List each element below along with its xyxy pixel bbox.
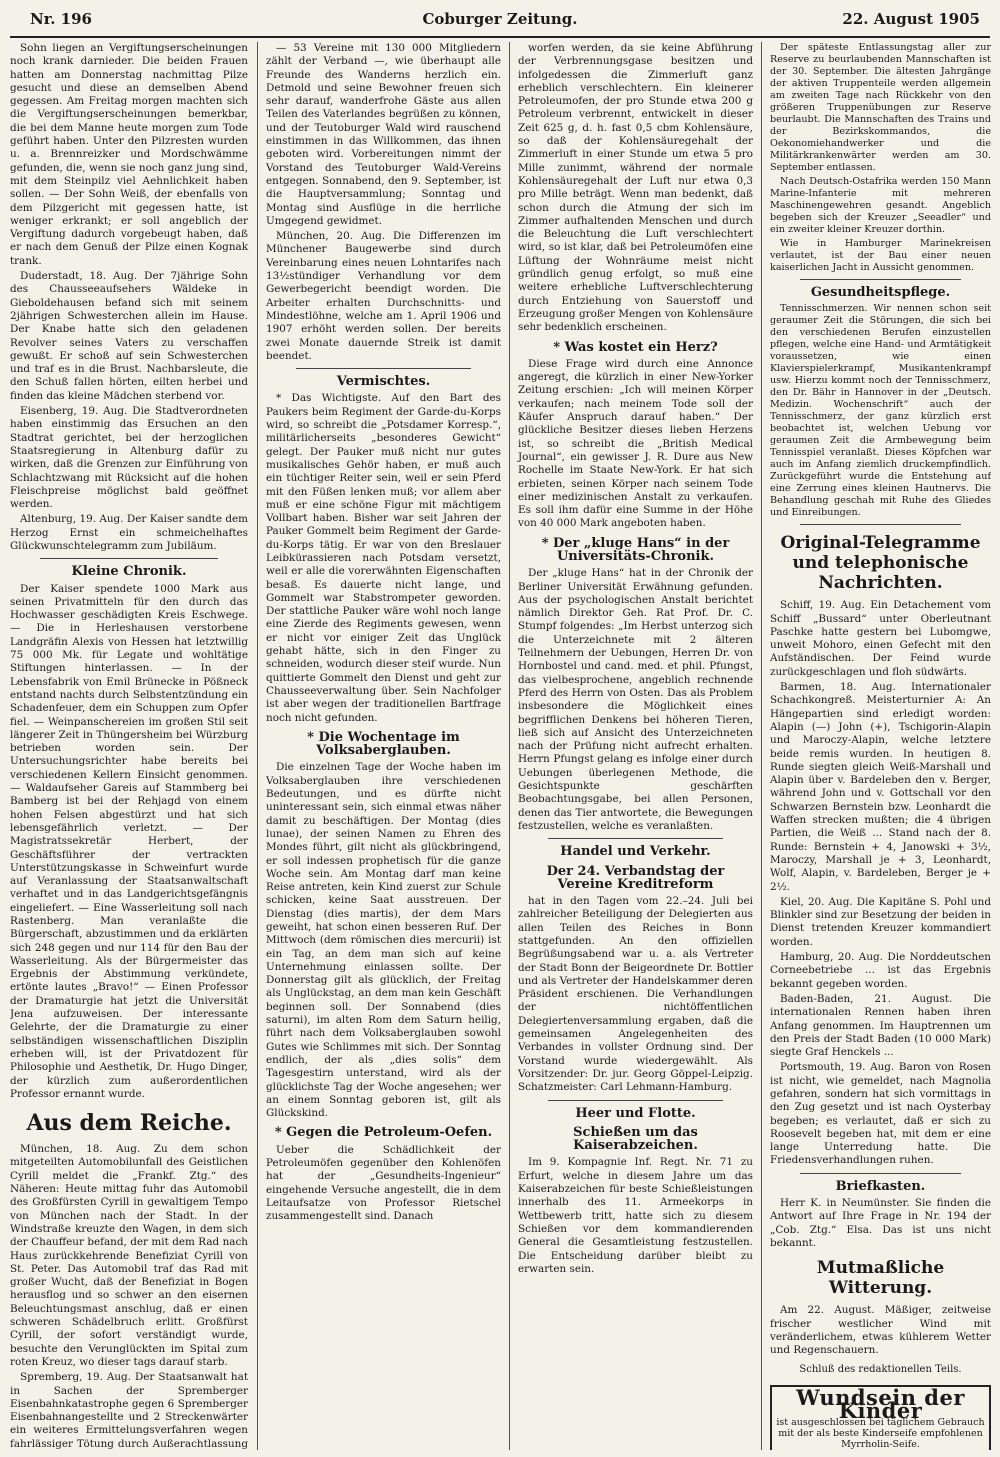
article-text: Herr K. in Neumünster. Sie finden die Antwort auf Ihre Frage in Nr. 194 der „Cob. Ztg.“ Elsa. Das ist uns nicht bekannt. <box>770 1197 991 1249</box>
article-text: Diese Frage wird durch eine Annonce angeregt, die kürzlich in einer New-Yorker Zeitung erschien: „Ich will meinen Körper verkaufen; nach meinem Tode soll der Käufer Anspruch darauf haben.“ Der glückliche Besitzer dieses lieben Herzens ist, so schreibt die „British Medical Journal“, ein gewisser J. R. Dure aus New Rochelle im Staate New-York. Er hat sich erbieten, seinen Körper nach seinem Tode einer medizinischen Anstalt zu verkaufen. Es soll ihm dafür eine Summe in der Höhe von 40 000 Mark angeboten haben. <box>518 357 753 530</box>
article-text: worfen werden, da sie keine Abführung der Verbrennungsgase besitzen und infolgedessen die Zimmerluft ganz erheblich verschlechtern. Ein kleinerer Petroleumofen, der pro Stunde etwa 200 g Petroleum verbrennt, entwickelt in dieser Zeit 625 g, d. h. fast 0,5 cbm Kohlensäure, so daß der Kohlensäuregehalt der Zimmerluft in einer Stunde um etwa 5 pro Mille zunimmt, während der normale Kohlensäuregehalt der Luft nur etwa 0,3 pro Mille beträgt. Wenn man bedenkt, daß schon durch die Atmung der sich im Zimmer aufhaltenden Menschen und durch die Beleuchtung die Luft verschlechtert wird, so ist klar, daß bei Petroleumöfen eine Lüftung der Wohnräume meist nicht gründlich genug erfolgt, so muß eine weitere erhebliche Luftverschlechterung durch Entziehung von Sauerstoff und Erzeugung großer Mengen von Kohlensäure sehr bedenklich erscheinen. <box>518 42 753 334</box>
article-heading: Der 24. Verbandstag der Vereine Kreditreform <box>546 863 725 892</box>
ad-headline: Wundsein der Kinder <box>796 1384 965 1424</box>
article-text: Spremberg, 19. Aug. Der Staatsanwalt hat in Sachen der Spremberger Eisenbahnkatastrophe gegen 6 Spremberger Eisenbahnangestellte und 2 Streckenwärter ein weiteres Ermittelungsverfahren wegen fahrlässiger Tötung durch Außerachtlassung <box>10 1371 248 1450</box>
article-text: Altenburg, 19. Aug. Der Kaiser sandte dem Herzog Ernst ein schmeichelhaftes Glückwunschtelegramm zum Jubiläum. <box>10 513 248 552</box>
column-4 <box>761 42 991 1450</box>
article-text: * Das Wichtigste. Auf den Bart des Paukers beim Regiment der Garde-du-Korps wird, so schreibt die „Potsdamer Korresp.“, militärlicherseits „besonderes Gewicht“ gelegt. Der Pauker muß nicht nur gutes musikalisches Gehör haben, er muß auch ein tüchtiger Reiter sein, weil er sein Pferd mit den Füßen lenken muß; vor allem aber muß er eine schöne Figur mit mächtigem Vollbart haben. Bisher war seit Jahren der Pauker Gommelt beim Regiment der Garde-du-Korps tätig. Er war von den Breslauer Leibkürassieren nach Potsdam versetzt, weil er alle die vorerwähnten Eigenschaften besaß. Es dauerte nicht lange, und Gommelt war Stabstrompeter geworden. Der stattliche Pauker wäre wohl noch lange eine Zierde des Regiments gewesen, wenn er nicht vor einiger Zeit das Unglück gehabt hätte, sich in den Finger zu schneiden, wodurch dieser steif wurde. Nun quittierte Gommelt den Dienst und geht zur Chausseeverwaltung über. Sein Nachfolger ist aber wegen der traditionellen Bartfrage noch nicht gefunden. <box>266 392 501 724</box>
column-3 <box>509 42 761 1450</box>
article-text: Im 9. Kompagnie Inf. Regt. Nr. 71 zu Erfurt, welche in diesem Jahre um das Kaiserabzeichen für beste Schießleistungen innerhalb des 11. Armeekorps in Wettbewerb tritt, hatte sich zu diesem Schießen vor dem kommandierenden General die Gesamtleistung festzustellen. Die Entscheidung darüber bleibt zu erwarten sein. <box>518 1156 753 1275</box>
article-heading: Schießen um das Kaiserabzeichen. <box>573 1124 698 1154</box>
article-heading: * Was kostet ein Herz? <box>553 339 718 355</box>
article-columns <box>10 42 990 1450</box>
paper-title: Coburger Zeitung. <box>422 10 578 28</box>
article-text: Duderstadt, 18. Aug. Der 7jährige Sohn des Chausseeaufsehers Wäldeke in Gieboldehausen befand sich mit seinem 2jährigen Schwesterchen allein im Hause. Der Knabe hatte sich den geladenen Revolver seines Vaters zu verschaffen gewußt. Er schoß auf sein Schwesterchen und traf es in die Brust. Nachbarsleute, die den Schuß fallen hörten, eilten herbei und finden das kleine Mädchen sterbend vor. <box>10 270 248 402</box>
divider <box>296 368 471 369</box>
issue-date: 22. August 1905 <box>842 10 980 28</box>
article-heading: * Der „kluge Hans“ in der Universitäts-Chronik. <box>541 535 730 564</box>
article-text: — 53 Vereine mit 130 000 Mitgliedern zählt der Verband —, wie überhaupt alle Freunde des Wanderns herzlich ein. Detmold und seine Bewohner freuen sich sehr darauf, wanderfrohe Gäste aus allen Teilen des Vaterlandes begrüßen zu können, und der Teutoburger Wald wird rauschend einstimmen in das Willkommen, das ihnen geboten wird. Vorbereitungen nimmt der Vorstand des Teutoburger Wald-Vereins entgegen. Sonnabend, den 9. September, ist die Hauptversammlung; Sonntag und Montag sind Ausflüge in die herrliche Umgegend gewidmet. <box>266 42 501 227</box>
article-text: Die einzelnen Tage der Woche haben im Volksaberglauben ihre verschiedenen Bedeutungen, und es dürfte nicht uninteressant sein, sich einmal etwas näher damit zu beschäftigen. Der Montag (dies lunae), der seinen Namen zu Ehren des Mondes führt, gilt nicht als glückbringend, er soll indessen prophetisch für die ganze Woche sein. Am Montag darf man keine Reise antreten, kein Kind zuerst zur Schule schicken, keine Saat ausstreuen. Der Dienstag (dies martis), der dem Mars geweiht, hat schon einen besseren Ruf. Der Mittwoch (dem römischen dies mercurii) ist ein Tag, an dem man sich auf keine Unternehmung einlassen sollte. Der Donnerstag gilt als glücklich, der Freitag als Unglückstag, an dem man kein Geschäft beginnen soll. Der Sonnabend (dies saturni), im alten Rom dem Saturn heilig, führt nach dem Volksaberglauben sowohl Gutes wie Schlimmes mit sich. Der Sonntag endlich, der als „dies solis“ dem Tagesgestirn unterstand, wird als der glücklichste Tag der Woche angesehen; wer an einem Sonntag geboren ist, gilt als Glückskind. <box>266 761 501 1120</box>
section-heading: Kleine Chronik. <box>71 564 187 580</box>
article-text: Der „kluge Hans“ hat in der Chronik der Berliner Universität Erwähnung gefunden. Aus der psychologischen Anstalt berichtet nämlich Direktor Geh. Rat Prof. Dr. C. Stumpf folgendes: „Im Herbst unterzog sich die Unterzeichnete mit 2 älteren Teilnehmern der Uebungen, Herren Dr. von Hornbostel und cand. med. et phil. Pfungst, das vielbesprochene, angeblich rechnende Pferd des Herrn von Osten. Das als Problem insbesondere die Möglichkeit eines begrifflichen Denkens bei höheren Tieren, ließ sich auf Ansicht des Unterzeichneten nach der Prüfung nicht aufrecht erhalten. Herrn Pfungst gelang es infolge einer durch Uebungen überlegenen Methode, die Gesichtspunkte geschärften Beobachtungsgabe, bei allen Personen, denen das Tier antwortete, die Bewegungen festzustellen, welche es veranlaßten. <box>518 567 753 832</box>
section-heading: Original-Telegramme und telephonische Nachrichten. <box>780 533 981 594</box>
article-text: München, 20. Aug. Die Differenzen im Münchener Baugewerbe sind durch Vereinbarung eines neuen Lohntarifes nach 13½stündiger Verhandlung vor dem Gewerbegericht beendigt worden. Die Arbeiter erhalten Durchschnitts- und Mindestlöhne, welche am 1. April 1906 und 1907 erhöht werden sollen. Der bereits zwei Monate dauernde Streik ist damit beendet. <box>266 230 501 362</box>
article-text: Am 22. August. Mäßiger, zeitweise frischer westlicher Wind mit veränderlichem, etwas kühlerem Wetter und Regenschauern. <box>770 1304 991 1357</box>
article-text: Schiff, 19. Aug. Ein Detachement vom Schiff „Bussard“ unter Oberleutnant Paschke hatte gestern bei Lubomgwe, unweit Mohoro, einen Gefecht mit den Aufständischen. Der Feind wurde zurückgeschlagen und floh südwärts. <box>770 599 991 678</box>
newspaper-page <box>10 6 990 1452</box>
editorial-end-note: Schluß des redaktionellen Teils. <box>799 1364 962 1376</box>
section-heading: Briefkasten. <box>835 1178 926 1194</box>
column-2 <box>257 42 509 1450</box>
article-text: Nach Deutsch-Ostafrika werden 150 Mann Marine-Infanterie mit mehreren Maschinengewehren gesandt. Angeblich begeben sich der Kreuzer „Seeadler“ und ein zweiter kleiner Kreuzer dorthin. <box>770 176 991 235</box>
divider <box>40 558 218 559</box>
divider <box>548 838 723 839</box>
article-text: Hamburg, 20. Aug. Die Norddeutschen Corneebetriebe ... ist das Ergebnis bekannt gegeben worden. <box>770 951 991 990</box>
article-text: Barmen, 18. Aug. Internationaler Schachkongreß. Meisterturnier A: An Hängepartien sind erledigt worden: Alapin (—) John (+), Tschigorin-Alapin und Maroczy-Alapin, welche letztere beide remis wurden. In heutigen 8. Runde siegten gleich Weiß-Marshall und Alapin über v. Bardeleben den v. Berger, während John und v. Gottschall vor den Schwarzen Bernstein bzw. Leonhardt die Waffen strecken mußten; die 4 übrigen Partien, die Weiß ... Stand nach der 8. Runde: Bernstein + 4, Janowski + 3½, Maroczy, Marshall je + 3, Leonhardt, Wolf, Alapin, v. Bardeleben, Berger je + 2½. <box>770 681 991 893</box>
article-text: Sohn liegen an Vergiftungserscheinungen noch krank darnieder. Die beiden Frauen hatten am Donnerstag nachmittag Pilze gesucht und diese an demselben Abend gegessen. Am Freitag morgen machten sich die Vergiftungserscheinungen bemerkbar, die bei dem Manne heute morgen zum Tode geführt haben. Unter den Pilzresten wurden u. a. Brennreizker und Mordschwämme gefunden, die, wenn sie noch ganz jung sind, mit dem Steinpilz viel Aehnlichkeit haben sollen. — Der Sohn Weiß, der ebenfalls von dem Pilzgericht mit gegessen hatte, ist weniger erkrankt; er soll angeblich der Vergiftung dadurch vorgebeugt haben, daß er nach dem Genuß der Pilze einen Kognak trank. <box>10 42 248 267</box>
article-text: Ueber die Schädlichkeit der Petroleumöfen gegenüber den Kohlenöfen hat der „Gesundheits-Ingenieur“ eingehende Versuche angestellt, die in dem Leitaufsatze von Professor Rietschel zusammengestellt sind. Danach <box>266 1143 501 1223</box>
column-1 <box>10 42 256 1450</box>
divider <box>800 1173 961 1174</box>
article-text: München, 18. Aug. Zu dem schon mitgeteilten Automobilunfall des Geistlichen Cyrill meldet die „Frankf. Ztg.“ des Näheren: Heute mittag fuhr das Automobil des Großfürsten Cyrill in gewaltigem Tempo von München nach der Stadt. In der Windstraße kreuzte den Wagen, in dem sich der Chauffeur befand, der mit dem Rad nach Haus zurückkehrende Benefiziat Cyrill von St. Peter. Das Automobil traf das Rad mit großer Wucht, daß der Benefiziat in Bogen herausflog und so schwer an den eisernen Beleuchtungsmast anschlug, daß er einen schweren Schädelbruch erlitt. Großfürst Cyrill, der sofort verständigt wurde, besuchte den Verunglückten im Spital zum roten Kreuz, wo dieser tags darauf starb. <box>10 1143 248 1368</box>
article-text: Baden-Baden, 21. August. Die internationalen Rennen haben ihren Anfang genommen. Im Hauptrennen um den Preis der Stadt Baden (10 000 Mark) siegte Graf Henckels ... <box>770 992 991 1059</box>
issue-number: Nr. 196 <box>30 10 92 28</box>
masthead <box>10 6 990 38</box>
section-heading: Gesundheitspflege. <box>810 285 951 300</box>
article-text: Eisenberg, 19. Aug. Die Stadtverordneten haben einstimmig das Ersuchen an den Stadtrat gerichtet, bei der herzoglichen Staatsregierung in Altenburg dafür zu wirken, daß die Grenzen zur Einführung von Schlachtzwang mit Rücksicht auf die hohen Fleischpreise möglichst bald geöffnet werden. <box>10 405 248 511</box>
advertisement-soap <box>770 1385 991 1450</box>
divider <box>800 279 961 280</box>
ad-text: ist ausgeschlossen bei täglichem Gebrauch mit der als beste Kinderseife empfohlenen Myrrholin-Seife. <box>776 1417 985 1450</box>
article-heading: * Gegen die Petroleum-Oefen. <box>274 1125 493 1141</box>
article-text: Wie in Hamburger Marinekreisen verlautet, ist der Bau einer neuen kaiserlichen Jacht in Aussicht genommen. <box>770 238 991 273</box>
article-text: Der Kaiser spendete 1000 Mark aus seinen Privatmitteln für den durch das Hochwasser geschädigten Kreis Eschwege. — Die in Herleshausen verstorbene Landgräfin Alexis von Hessen hat letztwillig 75 000 Mk. für Legate und wohltätige Stiftungen hinterlassen. — In der Lebensfabrik von Emil Brünecke in Pößneck entstand nachts durch Selbstentzündung ein Schadenfeuer, dem ein Schuppen zum Opfer fiel. — Weinpanschereien im großen Stil seit längerer Zeit in Thüngersheim bei Würzburg betrieben worden sein. Der Untersuchungsrichter habe bereits bei verschiedenen Kellern Einsicht genommen. — Waldaufseher Gareis auf Stammberg bei Bamberg ist bei der Rehjagd von einem hohen Felsen abgestürzt und hat sich lebensgefährlich verletzt. — Der Magistratssekretär Herbert, der Geschäftsführer der vertrackten Unterstützungskasse in Schweinfurt wurde auf Veranlassung der Staatsanwaltschaft verhaftet und in das Landgerichtsgefängnis eingeliefert. — Eine Wasserleitung soll nach Rastenberg. Man veranlaßte die Bürgerschaft, abzustimmen und da erklärten sich 248 gegen und nur 114 für den Bau der Wasserleitung. Als der Bürgermeister das Ergebnis der Abstimmung verkündete, ertönte lautes „Bravo!“ — Einen Professor der Dramaturgie hat jetzt die Universität Jena aufzuweisen. Der interessante Gelehrte, der die Dramaturgie zu einer selbständigen wissenschaftlichen Disziplin erheben will, ist der Privatdozent für Philosophie und Aesthetik, Dr. Hugo Dinger, der kürzlich zum außerordentlichen Professor ernannt wurde. <box>10 582 248 1100</box>
section-heading: Handel und Verkehr. <box>560 844 711 860</box>
article-text: hat in den Tagen vom 22.–24. Juli bei zahlreicher Beteiligung der Delegierten aus allen Teilen des Reiches in Bonn stattgefunden. An den offiziellen Begrüßungsabend war u. a. als Vertreter der Stadt Bonn der Beigeordnete Dr. Bottler und als Vertreter der Handelskammer deren Präsident erschienen. Die Verhandlungen der nichtöffentlichen Delegiertenversammlung ergaben, daß die gemeinsamen Angelegenheiten des Verbandes in vollster Ordnung sind. Der Vorstand wurde wiedergewählt. Als Vorsitzender: Dr. jur. Georg Göppel-Leipzig. Schatzmeister: Carl Lehmann-Hamburg. <box>518 895 753 1094</box>
section-heading: Vermischtes. <box>336 374 431 390</box>
article-heading: * Die Wochentage im Volksaberglauben. <box>307 729 460 759</box>
article-text: Der späteste Entlassungstag aller zur Reserve zu beurlaubenden Mannschaften ist der 30. September. Die ältesten Jahrgänge der aktiven Truppenteile werden allgemein am zweiten Tage nach Rückkehr von den größeren Truppenübungen zur Reserve beurlaubt. Die Mannschaften des Trains und der Bezirkskommandos, die Oekonomiehandwerker und die Militärkrankenwärter werden am 30. September entlassen. <box>770 42 991 173</box>
section-heading: Aus dem Reiche. <box>26 1110 232 1137</box>
divider <box>548 1100 723 1101</box>
section-heading: Heer und Flotte. <box>575 1105 696 1121</box>
article-text: Kiel, 20. Aug. Die Kapitäne S. Pohl und Blinkler sind zur Besetzung der beiden in Dienst tretenden Kreuzer kommandiert worden. <box>770 895 991 948</box>
divider <box>800 524 961 525</box>
article-text: Portsmouth, 19. Aug. Baron von Rosen ist nicht, wie gemeldet, nach Magnolia gefahren, sondern hat sich vormittags in den Zug gesetzt und ist nach Oysterbay begeben; es verlautet, daß er sich zu Roosevelt begeben hat, mit dem er eine lange Unterredung hatte. Die Friedensverhandlungen ruhen. <box>770 1061 991 1167</box>
section-heading: Mutmaßliche Witterung. <box>816 1258 945 1299</box>
article-text: Tennisschmerzen. Wir nennen schon seit geraumer Zeit die Störungen, die sich bei den verschiedenen Berufen einzustellen pflegen, welche eine Hand- und Armtätigkeit voraussetzen, wie einen Klavierspielerkrampf, Musikantenkrampf usw. Hierzu kommt noch der Tennisschmerz, den Dr. Bähr in Hannover in der „Deutsch. Medizin. Wochenschrift“ auch der Tennisschmerz, der ganz kürzlich erst beobachtet ist, welchen Uebung vor geraumen Zeit die Armbewegung beim Tennisspiel veranlaßt. Dieses Köpfchen war auch im Anfang ziemlich druckempfindlich. Zurückgeführt wurde die Entstehung auf eine Zerrung eines kleinen Hautnervs. Die Behandlung geschah mit Ruhe des Gliedes und Einreibungen. <box>770 303 991 519</box>
